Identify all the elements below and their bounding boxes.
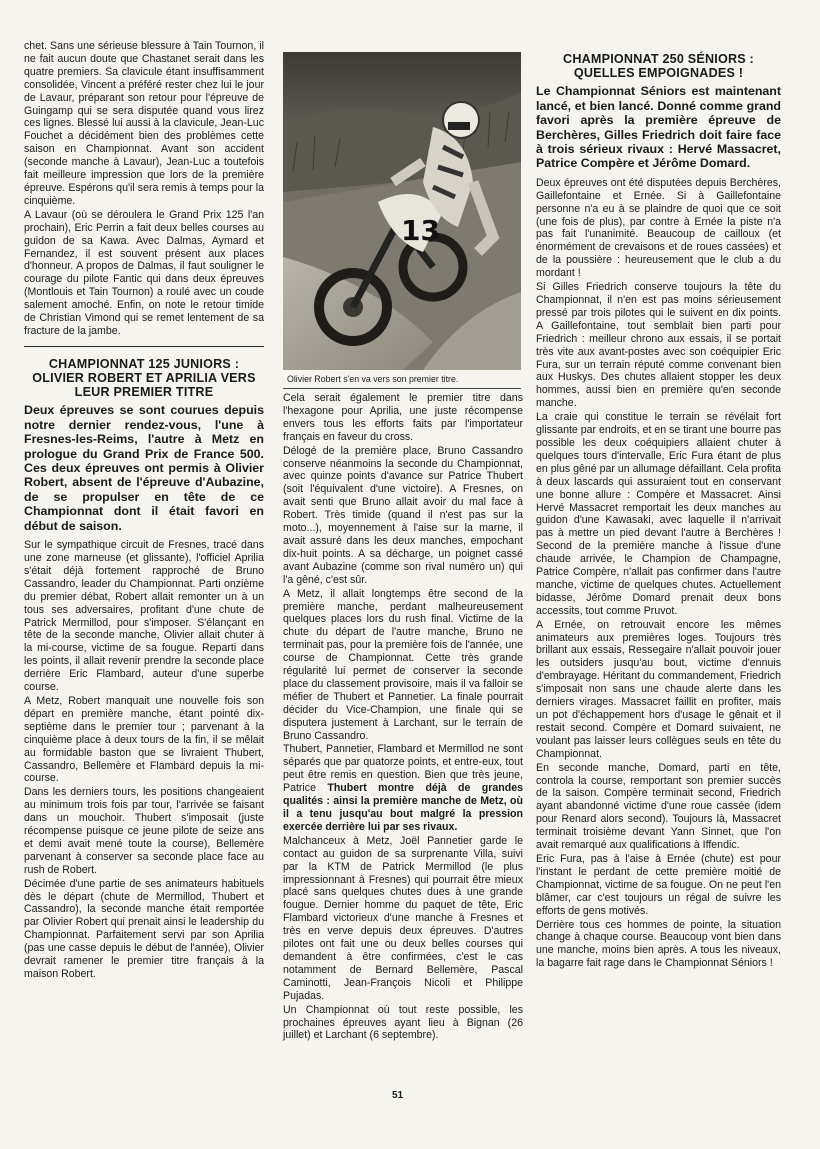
article-paragraph: A Metz, Robert manquait une nouvelle fois son départ en première manche, étant pointé dix-septième dans le premier tour ; parvenant à la cinquième place à deux tours de la fin, il se mêlait au formidable baston que se livraient Thubert, Cassandro, Bellemère et Flambard depuis la mi-course. bbox=[24, 694, 264, 785]
section-heading-250-seniors: CHAMPIONNAT 250 SÉNIORS : QUELLES EMPOIGNADES ! bbox=[563, 52, 754, 81]
article-paragraph: Cela serait également le premier titre dans l'hexagone pour Aprilia, une juste récompense envers tous les efforts faits par l'importateur français en faveur du cross. bbox=[283, 392, 523, 443]
article-paragraph: La craie qui constitue le terrain se révélait fort glissante par endroits, et en se tirant une bourre pas possible les deux coéquipiers allaient chuter à quelques tours d'intervalle, Eric Fura étant de plus en plus gêné par un allumage défaillant. Cela profita à deux lascards qui assuraient tout en conservant une bonne allure : Compère et Massacret. Ainsi Hervé Massacret remportait les deux manches au guidon d'une Kawasaki, avec laquelle il n'arrivait pas à mettre un pied devant l'autre à Berchères ! Second de la première manche à l'issue d'une chaude arrivée, le Champion de Champagne, Patrice Compère, n'allait pas confirmer dans l'autre manche, victime de quelques chutes. Actuellement bidasse, Jérôme Domard prenait deux bons accessits, tout comme Pruvot. bbox=[536, 411, 781, 617]
article-paragraph: Décimée d'une partie de ses animateurs habituels dès le départ (chute de Mermillod, Thubert et Cassandro), la seconde manche était remportée par Olivier Robert qui prenait ainsi le leadership du Championnat. Parfaitement servi par son Aprilia (pas une casse depuis le début de l'année), Olivier devrait ramener le premier titre français à la maison Robert. bbox=[24, 877, 264, 981]
article-paragraph: A Lavaur (où se déroulera le Grand Prix 125 l'an prochain), Eric Perrin a fait deux belles courses au guidon de sa Kawa. Avec Dalmas, Aymard et Fernandez, il est souvent présent aux places d'honneur. A propos de Dalmas, il faut souligner le courage du pilote Fantic qui dans deux épreuves (Montlouis et Tain Tournon) a roulé avec un coude salement amoché. Enfin, on note le retour timide de Christian Vimond qui se remet lentement de sa fracture de la jambe. bbox=[24, 208, 264, 337]
article-paragraph: Eric Fura, pas à l'aise à Ernée (chute) est pour l'instant le perdant de cette première moitié de Championnat, victime de sa fougue. On ne peut l'en blâmer, car c'est toujours un régal de suivre les efforts de gens motivés. bbox=[536, 852, 781, 917]
article-paragraph: Sur le sympathique circuit de Fresnes, tracé dans une zone marneuse (et glissante), l'officiel Aprilia s'était déjà fortement rapproché de Bruno Cassandro, leader du Championnat. Parti onzième du premier débat, Robert allait remonter un à un tous ses adversaires, profitant d'une chute de Patrick Mermillod, pour s'imposer. S'élançant en tête de la seconde manche, Olivier allait chuter à la mi-course, victime de sa fougue. Reparti dans les points, il allait revenir prendre la seconde place derrière Eric Flambard, auteur d'une superbe course. bbox=[24, 539, 264, 694]
page-number: 51 bbox=[392, 1090, 404, 1101]
article-paragraph: Derrière tous ces hommes de pointe, la situation change à chaque course. Beaucoup vont bien dans une manche, moins bien après. A tous les niveaux, la bagarre fait rage dans le Championnat Séniors ! bbox=[536, 918, 781, 970]
bold-text-run: Thubert montre déjà de grandes qualités : ainsi la première manche de Metz, où il a tenu jusqu'au bout malgré la pression exercée derrière lui par ses rivaux. bbox=[283, 782, 523, 833]
text-run: Thubert, Pannetier, Flambard et Mermillod ne sont séparés que par quatorze points, et entre-eux, tout peut être remis en question. Bien que très jeune, Patrice bbox=[283, 743, 523, 795]
column-right bbox=[536, 52, 781, 971]
column-left bbox=[24, 40, 264, 982]
article-paragraph bbox=[283, 743, 523, 833]
article-paragraph: Un Championnat où tout reste possible, les prochaines épreuves ayant lieu à Bignan (26 juillet) et Larchant (6 septembre). bbox=[283, 1003, 523, 1042]
motocross-photo bbox=[283, 52, 521, 370]
article-paragraph: A Metz, il allait longtemps être second de la première manche, perdant malheureusement quelques places lors du rush final. Victime de la chute du départ de l'autre manche, Bruno ne terminait pas, pour la première fois de l'année, une course de Championnat. Cette très grande régularité lui permet de conserver la seconde place du classement provisoire, mais il va falloir se méfier de Thubert et Pannetier. La finale pourrait décider du Vice-Champion, une finale qui se disputera justement à Larchant, sur le terrain de Bruno Cassandro. bbox=[283, 587, 523, 742]
article-paragraph: Malchanceux à Metz, Joël Pannetier garde le contact au guidon de sa surprenante Villa, suivi par la KTM de Patrick Mermillod (le plus impressionnant à Fresnes) qui pourrait être mieux placé sans quelques chutes dues à une grande fougue. Dernier homme du paquet de tête, Eric Flambard victorieux d'une manche à Fresnes et très en verve depuis deux épreuves. D'autres pilotes ont fait une ou deux belles courses qui demandent à être confirmées, c'est le cas notamment de Bernard Bellemère, Pascal Caminotti, Jean-François Nicoli et Philippe Pujadas. bbox=[283, 834, 523, 1002]
section-lead: Deux épreuves se sont courues depuis notre dernier rendez-vous, l'une à Fresnes-les-Reims, l'autre à Metz en prologue du Grand Prix de France 500. Ces deux épreuves ont permis à Olivier Robert, absent de l'épreuve d'Aubazine, de se propulser en tête de ce Championnat dont il était favori en début de saison. bbox=[24, 403, 264, 533]
rider-illustration bbox=[283, 52, 521, 370]
article-paragraph: Dans les derniers tours, les positions changeaient au minimum trois fois par tour, l'arrivée se faisant dans un mouchoir. Thubert s'imposait (juste récompense puisque ce jeune pilote de seize ans et demi avait mené toute la course), Bellemère parvenant à conserver sa seconde place face au rush de Robert. bbox=[24, 786, 264, 876]
section-divider bbox=[24, 346, 264, 347]
bike-number: 13 bbox=[401, 214, 440, 247]
photo-caption: Olivier Robert s'en va vers son premier titre. bbox=[283, 372, 521, 389]
article-paragraph: chet. Sans une sérieuse blessure à Tain Tournon, il ne fait aucun doute que Chastanet serait dans les quatre premiers. Sa clavicule étant insuffisamment consolidée, Vincent a préféré rester chez lui le jour de Lavaur, préparant son retour pour l'épreuve de Guingamp qui se sera disputée quand vous lirez ces lignes. Blessé lui aussi à la clavicule, Jean-Luc Fouchet a décidément bien des problèmes cette saison en Championnat. Avant son accident (seconde manche à Lavaur), Jean-Luc a toutefois fait meilleure impression que lors de la première épreuve. Espérons qu'il sera remis à temps pour la cinquième. bbox=[24, 40, 264, 207]
article-paragraph: Si Gilles Friedrich conserve toujours la tête du Championnat, il n'en est pas moins sérieusement pressé par trois pilotes qui le suivent en dix points. A Gaillefontaine, tout semblait bien parti pour Friedrich : meilleur chrono aux essais, il se portait très vite aux avant-postes avec son coéquipier Eric Fura, sur un terrain réputé comme convenant bien aux Huskys. Des chutes allaient stopper les deux hommes, aussi bien en première qu'en seconde manche. bbox=[536, 281, 781, 410]
article-paragraph: Délogé de la première place, Bruno Cassandro conserve néanmoins la seconde du Championnat, avec quinze points d'avance sur Patrice Thubert (soit l'équivalent d'une victoire). A Fresnes, on avait senti que Bruno allait avoir du mal face à Robert. Très timide (quand il n'est pas sur la moto...), moyennement à l'aise sur la marne, il avait assuré dans les deux manches, empochant dix-huit points. A sa décharge, un poignet cassé avant Aubazine (comme son rival numéro un) qui l'a gêné, c'est sûr. bbox=[283, 444, 523, 586]
column-middle bbox=[283, 392, 523, 1043]
article-paragraph: Deux épreuves ont été disputées depuis Berchères, Gaillefontaine et Ernée. Si à Gaillefontaine personne n'a eu à se plaindre de quoi que ce soit (une fois de plus), par contre à Ernée la piste n'a pas fait l'unanimité. Beaucoup de cailloux (et énormément de crevaisons et de roues cassées) et de la poussière : heureusement que le club a du mordant ! bbox=[536, 176, 781, 280]
article-paragraph: En seconde manche, Domard, parti en tête, controla la course, remportant son premier succès de la saison. Compère terminait second, Friedrich ayant abandonné victime d'une roue cassée (idem pour Renard alors second). Toujours là, Massacret terminait troisième devant Yann Sinnet, que l'on avait remarqué aux qualifications à Iffendic. bbox=[536, 761, 781, 852]
article-paragraph: A Ernée, on retrouvait encore les mêmes animateurs aux premières loges. Toujours très brillant aux essais, Ressegaire n'allait pouvoir jouer les outsiders jusqu'au bout, victime d'ennuis d'embrayage. Héritant du commandement, Friedrich s'imposait non sans une chaude alerte dans les derniers virages. Massacret faillit en profiter, mais un pot d'échappement hors d'usage le gênait et il restait second. Compère et Domard suivaient, ne voulant pas laisser leurs collègues seuls en tête du Championnat. bbox=[536, 618, 781, 760]
section-lead: Le Championnat Séniors est maintenant lancé, et bien lancé. Donné comme grand favori après la première épreuve de Berchères, Gilles Friedrich doit faire face à trois sérieux rivaux : Hervé Massacret, Patrice Compère et Jérôme Domard. bbox=[536, 84, 781, 171]
section-heading-125-juniors: CHAMPIONNAT 125 JUNIORS : OLIVIER ROBERT ET APRILIA VERS LEUR PREMIER TITRE bbox=[32, 356, 256, 400]
